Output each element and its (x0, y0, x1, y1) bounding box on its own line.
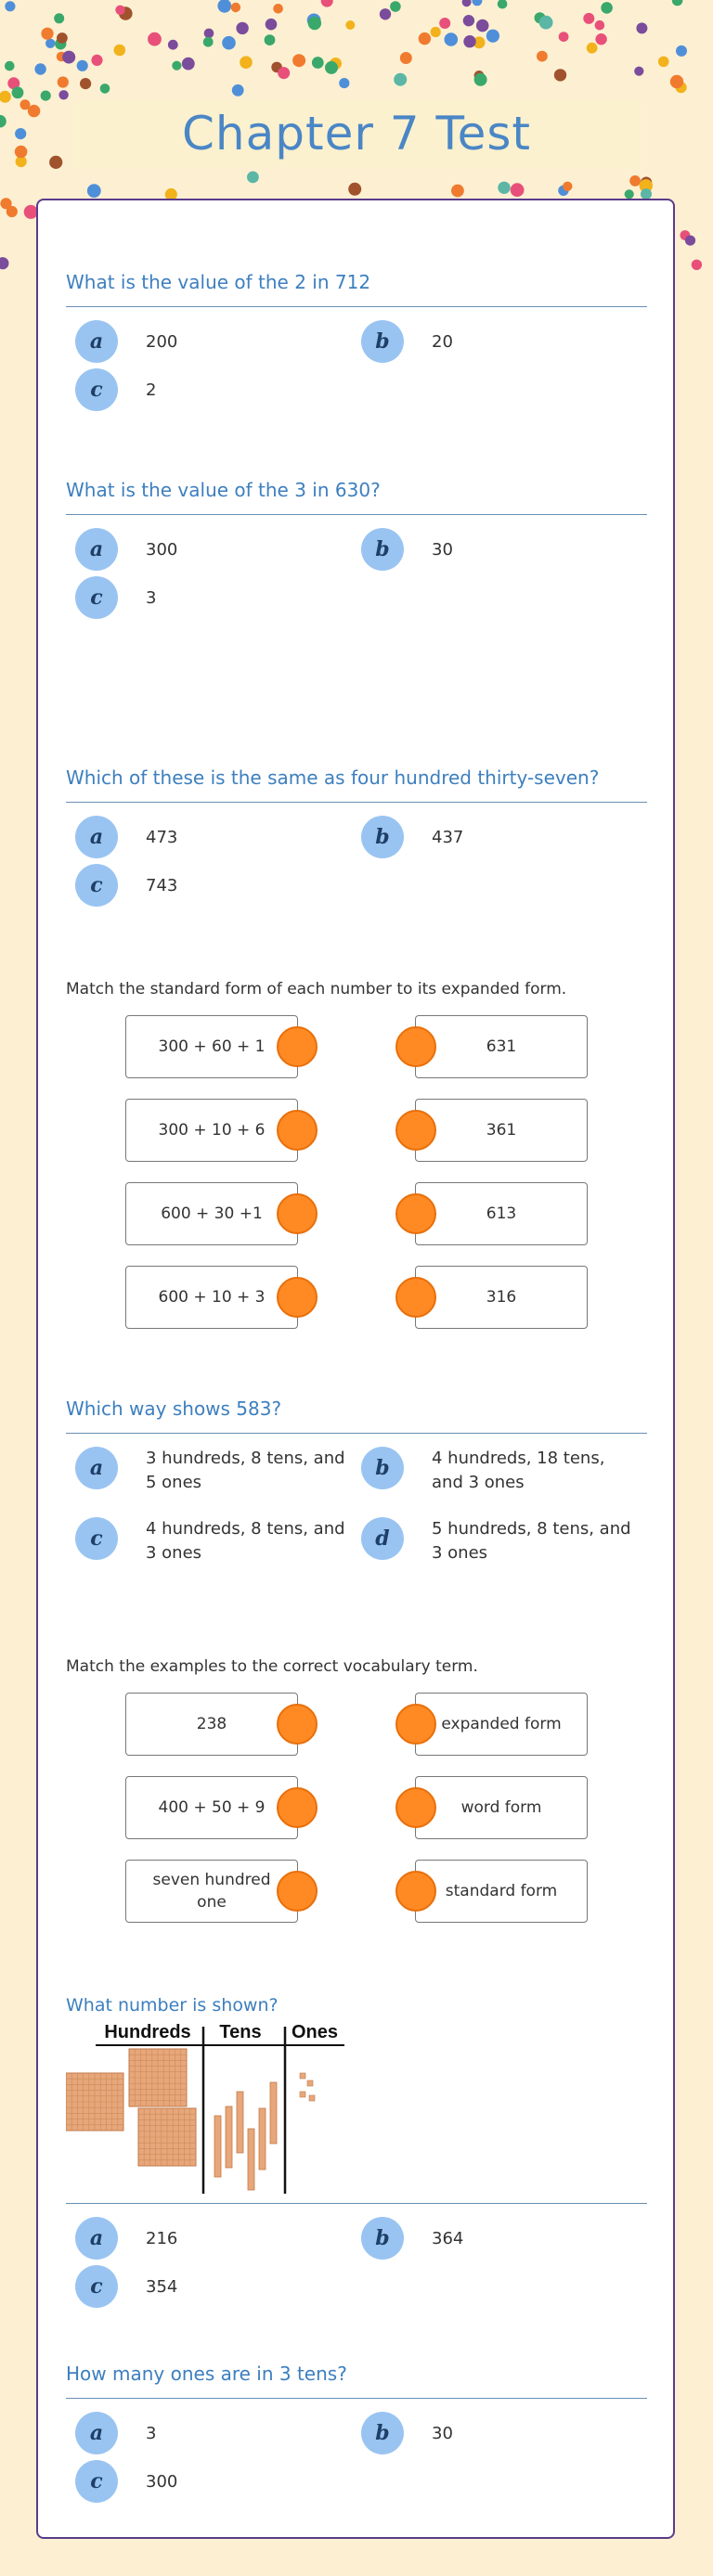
option-a-bubble[interactable]: a (75, 816, 118, 858)
confetti-dot (445, 32, 459, 46)
confetti-dot (77, 60, 88, 71)
option-b[interactable] (361, 816, 640, 858)
chart-header: Tens (219, 2022, 262, 2042)
option-d-bubble[interactable]: d (361, 1517, 404, 1560)
confetti-dot (278, 67, 290, 79)
confetti-dot (537, 51, 548, 62)
place-value-chart (66, 2017, 344, 2194)
match-right-item[interactable]: 316 (415, 1266, 588, 1329)
match-left-item[interactable]: 600 + 30 +1 (125, 1182, 298, 1245)
option-a-bubble[interactable]: a (75, 2217, 118, 2260)
match-left-dot[interactable] (277, 1026, 318, 1067)
option-a-bubble[interactable]: a (75, 320, 118, 363)
confetti-dot (670, 75, 683, 88)
confetti-dot (498, 182, 510, 194)
confetti-dot (148, 32, 162, 46)
confetti-dot (49, 156, 62, 169)
confetti-dot (339, 78, 349, 88)
confetti-dot (486, 30, 499, 43)
confetti-dot (472, 0, 482, 6)
match-right-item[interactable]: word form (415, 1776, 588, 1839)
option-b-bubble[interactable]: b (361, 528, 404, 571)
option-c-bubble[interactable]: c (75, 368, 118, 411)
match-right-dot[interactable] (395, 1193, 436, 1234)
option-c-text: 4 hundreds, 8 tens, and 3 ones (146, 1519, 345, 1563)
confetti-dot (182, 58, 195, 71)
question-7-divider (66, 2203, 647, 2204)
option-b-bubble[interactable]: b (361, 2217, 404, 2260)
ones-unit (300, 2092, 305, 2097)
option-b[interactable] (361, 1447, 640, 1495)
option-c[interactable] (75, 2265, 354, 2308)
confetti-dot (587, 43, 598, 54)
confetti-dot (54, 13, 64, 23)
confetti-dot (58, 76, 69, 87)
confetti-dot (636, 22, 647, 33)
confetti-dot (236, 22, 248, 34)
confetti-dot (217, 0, 231, 13)
option-a-text: 216 (146, 2229, 178, 2248)
option-a-text: 3 (146, 2424, 157, 2443)
question-6-title: Match the examples to the correct vocabulary term. (66, 1657, 478, 1676)
match-left-dot[interactable] (277, 1787, 318, 1828)
confetti-dot (80, 78, 91, 89)
option-c-bubble[interactable]: c (75, 2460, 118, 2503)
match-right-dot[interactable] (395, 1704, 436, 1745)
tens-rod (237, 2092, 243, 2153)
confetti-dot (394, 73, 407, 86)
match-left-dot[interactable] (277, 1277, 318, 1318)
confetti-dot (595, 33, 606, 45)
question-7-title: What number is shown? (66, 1995, 279, 2016)
chart-header: Ones (291, 2022, 339, 2042)
match-right-item[interactable]: 361 (415, 1099, 588, 1162)
confetti-dot (463, 35, 475, 47)
confetti-dot (431, 27, 441, 37)
option-c-bubble[interactable]: c (75, 1517, 118, 1560)
confetti-dot (325, 61, 338, 74)
question-2 (66, 479, 647, 610)
worksheet-card (36, 199, 675, 2539)
option-a[interactable] (75, 528, 354, 571)
question-8 (66, 2363, 647, 2493)
option-c-bubble[interactable]: c (75, 2265, 118, 2308)
match-left-dot[interactable] (277, 1871, 318, 1912)
confetti-dot (232, 84, 244, 97)
confetti-dot (348, 183, 361, 196)
option-c-bubble[interactable]: c (75, 576, 118, 619)
confetti-dot (15, 128, 26, 139)
option-a[interactable] (75, 2217, 354, 2260)
question-1 (66, 271, 647, 402)
option-b-text: 4 hundreds, 18 tens, and 3 ones (432, 1449, 605, 1492)
question-3 (66, 766, 647, 897)
confetti-dot (266, 19, 278, 31)
confetti-dot (115, 6, 124, 15)
option-b-text: 437 (432, 828, 464, 847)
option-a-bubble[interactable]: a (75, 2412, 118, 2454)
tens-rod (270, 2082, 277, 2144)
confetti-dot (595, 20, 605, 31)
option-d[interactable] (361, 1517, 640, 1565)
option-b[interactable] (361, 2217, 640, 2260)
option-b-text: 30 (432, 540, 453, 560)
option-a[interactable] (75, 320, 354, 363)
match-left-item[interactable]: seven hundred one (125, 1860, 298, 1923)
confetti-dot (222, 36, 236, 50)
option-a-text: 3 hundreds, 8 tens, and 5 ones (146, 1449, 345, 1492)
confetti-dot (168, 40, 178, 50)
confetti-dot (676, 45, 687, 57)
question-6 (66, 1657, 647, 1926)
confetti-dot (672, 0, 683, 6)
question-2-title: What is the value of the 3 in 630? (66, 479, 647, 515)
match-left-dot[interactable] (277, 1110, 318, 1151)
confetti-dot (87, 184, 101, 198)
option-a[interactable] (75, 2412, 354, 2454)
confetti-dot (58, 90, 68, 99)
confetti-dot (265, 34, 276, 45)
match-left-item[interactable]: 300 + 10 + 6 (125, 1099, 298, 1162)
tens-rod (226, 2106, 232, 2168)
chart-header: Hundreds (104, 2022, 191, 2042)
confetti-dot (476, 19, 489, 32)
confetti-dot (100, 84, 110, 94)
match-right-item[interactable]: 613 (415, 1182, 588, 1245)
match-right-dot[interactable] (395, 1110, 436, 1151)
option-c-bubble[interactable]: c (75, 864, 118, 907)
confetti-dot (91, 55, 102, 66)
match-right-item[interactable]: expanded form (415, 1693, 588, 1756)
confetti-dot (12, 86, 24, 98)
confetti-dot (5, 61, 15, 71)
confetti-dot (5, 1, 15, 11)
ones-unit (300, 2073, 305, 2079)
option-a-text: 300 (146, 540, 178, 560)
confetti-dot (601, 2, 613, 14)
option-d-text: 5 hundreds, 8 tens, and 3 ones (432, 1519, 631, 1563)
option-b-text: 30 (432, 2424, 453, 2443)
option-c[interactable] (75, 2460, 354, 2503)
confetti-dot (41, 91, 51, 101)
confetti-dot (583, 13, 594, 24)
option-a-bubble[interactable]: a (75, 528, 118, 571)
question-5-title: Which way shows 583? (66, 1397, 647, 1434)
option-a[interactable] (75, 816, 354, 858)
confetti-dot (692, 260, 702, 270)
match-right-dot[interactable] (395, 1787, 436, 1828)
match-right-item[interactable]: standard form (415, 1860, 588, 1923)
option-a-text: 473 (146, 828, 178, 847)
confetti-dot (658, 57, 669, 68)
option-c-text: 2 (146, 380, 157, 400)
question-8-title: How many ones are in 3 tens? (66, 2363, 647, 2399)
confetti-dot (0, 91, 11, 103)
option-b-bubble[interactable]: b (361, 320, 404, 363)
tens-rod (248, 2129, 254, 2190)
confetti-dot (390, 1, 401, 12)
option-c[interactable] (75, 368, 354, 411)
option-a-bubble[interactable]: a (75, 1447, 118, 1489)
match-left-item[interactable]: 600 + 10 + 3 (125, 1266, 298, 1329)
match-right-dot[interactable] (395, 1026, 436, 1067)
option-b-bubble[interactable]: b (361, 1447, 404, 1489)
option-b-bubble[interactable]: b (361, 2412, 404, 2454)
option-c-text: 354 (146, 2277, 178, 2297)
confetti-dot (34, 63, 45, 74)
confetti-dot (419, 32, 431, 45)
option-c-text: 300 (146, 2472, 178, 2492)
confetti-dot (292, 54, 305, 67)
ones-unit (307, 2080, 313, 2086)
confetti-dot (15, 146, 28, 159)
option-b[interactable] (361, 320, 640, 363)
confetti-dot (685, 236, 695, 246)
option-b[interactable] (361, 528, 640, 571)
match-left-item[interactable]: 300 + 60 + 1 (125, 1015, 298, 1078)
match-left-dot[interactable] (277, 1193, 318, 1234)
confetti-dot (462, 0, 472, 6)
option-c[interactable] (75, 576, 354, 619)
confetti-dot (0, 115, 6, 128)
match-left-dot[interactable] (277, 1704, 318, 1745)
option-b-text: 20 (432, 332, 453, 352)
confetti-dot (247, 172, 259, 184)
question-3-title: Which of these is the same as four hundred thirty-seven? (66, 766, 647, 803)
confetti-dot (400, 52, 412, 64)
confetti-dot (231, 3, 240, 12)
page-title: Chapter 7 Test (72, 100, 641, 167)
tens-rod (214, 2116, 221, 2177)
confetti-dot (41, 28, 53, 40)
confetti-dot (498, 0, 508, 9)
question-4-title: Match the standard form of each number to its expanded form. (66, 980, 567, 998)
confetti-dot (312, 57, 324, 69)
confetti-dot (62, 51, 75, 64)
confetti-dot (45, 39, 55, 48)
confetti-dot (204, 29, 214, 39)
confetti-dot (273, 4, 283, 14)
confetti-dot (0, 257, 9, 269)
option-b[interactable] (361, 2412, 640, 2454)
confetti-dot (6, 206, 18, 217)
question-5 (66, 1397, 647, 1563)
match-left-item[interactable]: 238 (125, 1693, 298, 1756)
option-a[interactable] (75, 1447, 354, 1495)
confetti-dot (172, 61, 181, 71)
confetti-dot (563, 182, 572, 191)
confetti-dot (463, 15, 474, 26)
tens-rod (259, 2108, 266, 2170)
match-left-item[interactable]: 400 + 50 + 9 (125, 1776, 298, 1839)
confetti-dot (203, 37, 214, 47)
ones-unit (309, 2095, 315, 2101)
confetti-dot (451, 185, 464, 198)
confetti-dot (321, 0, 333, 7)
confetti-dot (634, 67, 643, 76)
option-b-text: 364 (432, 2229, 464, 2248)
confetti-dot (554, 69, 566, 81)
option-c[interactable] (75, 1517, 354, 1565)
confetti-dot (57, 32, 68, 44)
question-4 (66, 980, 647, 1333)
confetti-dot (539, 16, 553, 30)
confetti-dot (629, 175, 641, 187)
confetti-dot (240, 56, 253, 69)
confetti-dot (308, 17, 321, 30)
option-a-text: 200 (146, 332, 178, 352)
confetti-dot (345, 20, 355, 30)
match-right-item[interactable]: 631 (415, 1015, 588, 1078)
match-right-dot[interactable] (395, 1871, 436, 1912)
option-c[interactable] (75, 864, 354, 907)
confetti-dot (20, 99, 31, 109)
confetti-dot (114, 45, 126, 57)
confetti-dot (559, 32, 569, 42)
confetti-dot (511, 183, 525, 197)
confetti-dot (439, 18, 450, 29)
confetti-dot (625, 189, 634, 199)
confetti-dot (474, 73, 487, 86)
option-c-text: 3 (146, 588, 157, 608)
question-1-title: What is the value of the 2 in 712 (66, 271, 647, 307)
question-7 (66, 1995, 647, 2299)
option-b-bubble[interactable]: b (361, 816, 404, 858)
option-c-text: 743 (146, 876, 178, 895)
confetti-dot (380, 8, 391, 19)
match-right-dot[interactable] (395, 1277, 436, 1318)
